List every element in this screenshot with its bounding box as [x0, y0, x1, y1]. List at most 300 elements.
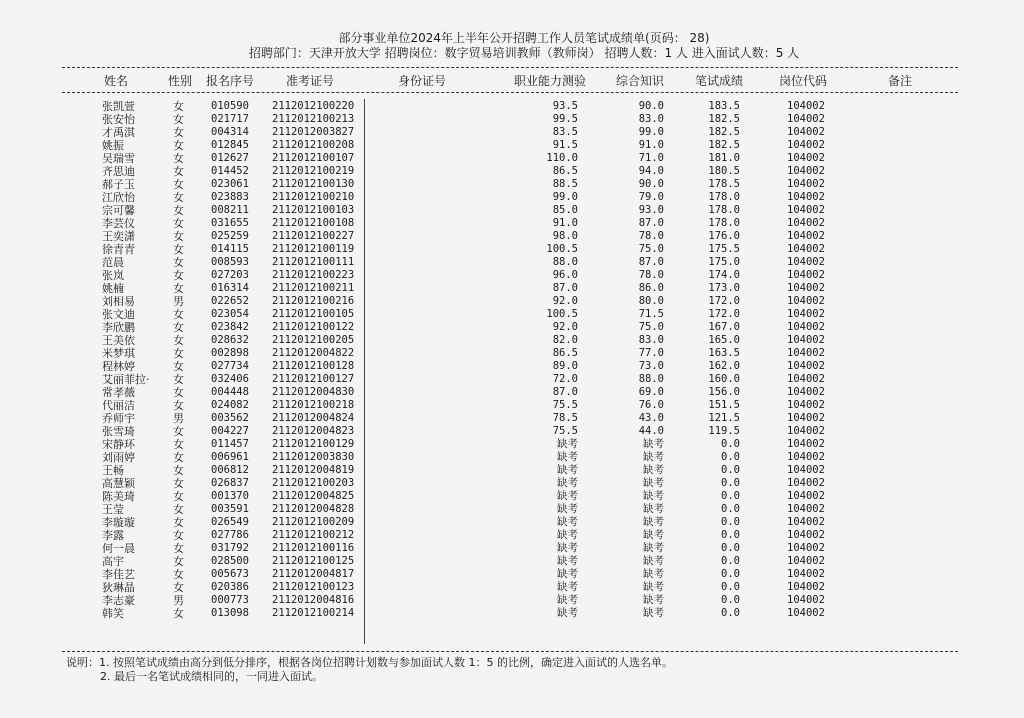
col-header-sex: 性别 [168, 74, 193, 88]
cell-total: 183.5 [708, 100, 740, 112]
cell-total: 0.0 [721, 607, 740, 619]
cell-seq: 003591 [211, 503, 249, 515]
cell-ability: 98.0 [552, 230, 578, 242]
table-row [0, 451, 1024, 464]
cell-total: 0.0 [721, 451, 740, 463]
cell-knowledge: 44.0 [638, 425, 664, 437]
cell-code: 104002 [787, 334, 825, 346]
cell-sex: 女 [173, 165, 184, 178]
cell-knowledge: 缺考 [643, 555, 664, 567]
note-line-2: 2. 最后一名笔试成绩相同的，一同进入面试。 [100, 670, 323, 683]
cell-seq: 032406 [211, 373, 249, 385]
cell-name: 程林婷 [102, 360, 135, 373]
cell-ability: 缺考 [557, 568, 578, 580]
cell-knowledge: 缺考 [643, 503, 664, 515]
cell-code: 104002 [787, 139, 825, 151]
table-row [0, 139, 1024, 152]
cell-ability: 缺考 [557, 490, 578, 502]
cell-knowledge: 90.0 [638, 178, 664, 190]
cell-code: 104002 [787, 451, 825, 463]
table-row [0, 594, 1024, 607]
cell-sex: 女 [173, 490, 184, 503]
cell-ability: 93.5 [552, 100, 578, 112]
cell-name: 李志豪 [102, 594, 135, 607]
cell-name: 高慧颖 [102, 477, 135, 490]
cell-sex: 女 [173, 256, 184, 269]
cell-seq: 031792 [211, 542, 249, 554]
cell-admission: 2112012100203 [272, 477, 355, 489]
cell-seq: 031655 [211, 217, 249, 229]
cell-code: 104002 [787, 230, 825, 242]
cell-sex: 男 [173, 295, 184, 308]
cell-ability: 87.0 [552, 282, 578, 294]
cell-ability: 99.0 [552, 191, 578, 203]
cell-name: 宋静环 [102, 438, 135, 451]
cell-seq: 000773 [211, 594, 249, 606]
table-row [0, 347, 1024, 360]
table-row [0, 295, 1024, 308]
cell-name: 姚振 [102, 139, 124, 152]
cell-total: 172.0 [708, 295, 740, 307]
cell-knowledge: 69.0 [638, 386, 664, 398]
cell-admission: 2112012100213 [272, 113, 355, 125]
cell-seq: 027786 [211, 529, 249, 541]
cell-seq: 023054 [211, 308, 249, 320]
cell-seq: 025259 [211, 230, 249, 242]
cell-ability: 86.5 [552, 347, 578, 359]
cell-code: 104002 [787, 243, 825, 255]
cell-name: 李佳艺 [102, 568, 135, 581]
top-rule [62, 67, 958, 68]
cell-sex: 女 [173, 581, 184, 594]
table-row [0, 490, 1024, 503]
cell-seq: 027203 [211, 269, 249, 281]
cell-knowledge: 83.0 [638, 113, 664, 125]
table-row [0, 516, 1024, 529]
table-row [0, 113, 1024, 126]
cell-admission: 2112012100116 [272, 542, 355, 554]
cell-admission: 2112012100227 [272, 230, 355, 242]
cell-code: 104002 [787, 568, 825, 580]
cell-seq: 010590 [211, 100, 249, 112]
cell-ability: 100.5 [546, 243, 578, 255]
cell-ability: 110.0 [546, 152, 578, 164]
cell-code: 104002 [787, 165, 825, 177]
cell-seq: 013098 [211, 607, 249, 619]
cell-admission: 2112012004825 [272, 490, 355, 502]
table-row [0, 100, 1024, 113]
cell-ability: 缺考 [557, 594, 578, 606]
cell-admission: 2112012100211 [272, 282, 355, 294]
cell-admission: 2112012004824 [272, 412, 355, 424]
cell-code: 104002 [787, 204, 825, 216]
cell-total: 0.0 [721, 581, 740, 593]
cell-sex: 女 [173, 555, 184, 568]
cell-total: 178.0 [708, 191, 740, 203]
table-row [0, 581, 1024, 594]
table-row [0, 321, 1024, 334]
cell-name: 李璇璇 [102, 516, 135, 529]
cell-seq: 001370 [211, 490, 249, 502]
cell-knowledge: 87.0 [638, 256, 664, 268]
cell-code: 104002 [787, 503, 825, 515]
cell-code: 104002 [787, 412, 825, 424]
cell-admission: 2112012100220 [272, 100, 355, 112]
cell-ability: 缺考 [557, 516, 578, 528]
cell-seq: 026549 [211, 516, 249, 528]
cell-sex: 女 [173, 139, 184, 152]
cell-name: 陈美琦 [102, 490, 135, 503]
cell-admission: 2112012100105 [272, 308, 355, 320]
cell-admission: 2112012004817 [272, 568, 355, 580]
cell-seq: 006812 [211, 464, 249, 476]
cell-total: 0.0 [721, 438, 740, 450]
cell-knowledge: 缺考 [643, 477, 664, 489]
cell-knowledge: 76.0 [638, 399, 664, 411]
cell-seq: 027734 [211, 360, 249, 372]
cell-code: 104002 [787, 516, 825, 528]
cell-ability: 88.5 [552, 178, 578, 190]
cell-ability: 100.5 [546, 308, 578, 320]
cell-ability: 缺考 [557, 542, 578, 554]
cell-admission: 2112012004828 [272, 503, 355, 515]
table-row [0, 308, 1024, 321]
cell-code: 104002 [787, 425, 825, 437]
cell-sex: 女 [173, 217, 184, 230]
table-row [0, 360, 1024, 373]
cell-sex: 女 [173, 321, 184, 334]
cell-knowledge: 缺考 [643, 581, 664, 593]
cell-seq: 020386 [211, 581, 249, 593]
cell-ability: 91.5 [552, 139, 578, 151]
cell-ability: 85.0 [552, 204, 578, 216]
cell-knowledge: 缺考 [643, 451, 664, 463]
cell-knowledge: 71.5 [638, 308, 664, 320]
cell-knowledge: 缺考 [643, 529, 664, 541]
cell-name: 李露 [102, 529, 124, 542]
cell-total: 0.0 [721, 568, 740, 580]
cell-admission: 2112012100129 [272, 438, 355, 450]
cell-admission: 2112012004816 [272, 594, 355, 606]
cell-admission: 2112012100111 [272, 256, 355, 268]
cell-seq: 005673 [211, 568, 249, 580]
page-subtitle: 招聘部门：天津开放大学 招聘岗位：数字贸易培训教师（教师岗） 招聘人数：1 人 进入面试人数：5 人 [248, 46, 800, 60]
col-header-admission: 准考证号 [286, 74, 335, 88]
cell-admission: 2112012100108 [272, 217, 355, 229]
cell-total: 180.5 [708, 165, 740, 177]
cell-name: 刘相易 [102, 295, 135, 308]
cell-total: 172.0 [708, 308, 740, 320]
cell-name: 张雪琦 [102, 425, 135, 438]
cell-code: 104002 [787, 269, 825, 281]
cell-sex: 女 [173, 360, 184, 373]
cell-total: 0.0 [721, 529, 740, 541]
cell-total: 165.0 [708, 334, 740, 346]
cell-total: 182.5 [708, 139, 740, 151]
cell-sex: 女 [173, 451, 184, 464]
cell-admission: 2112012004830 [272, 386, 355, 398]
cell-name: 米梦琪 [102, 347, 135, 360]
col-header-name: 姓名 [104, 74, 129, 88]
cell-sex: 女 [173, 386, 184, 399]
cell-name: 艾丽菲拉· [102, 373, 150, 386]
cell-seq: 023842 [211, 321, 249, 333]
cell-code: 104002 [787, 152, 825, 164]
cell-admission: 2112012100223 [272, 269, 355, 281]
cell-name: 高宇 [102, 555, 124, 568]
cell-sex: 女 [173, 126, 184, 139]
cell-knowledge: 83.0 [638, 334, 664, 346]
cell-seq: 023061 [211, 178, 249, 190]
cell-code: 104002 [787, 438, 825, 450]
cell-admission: 2112012100123 [272, 581, 355, 593]
cell-total: 0.0 [721, 542, 740, 554]
cell-total: 0.0 [721, 503, 740, 515]
cell-knowledge: 88.0 [638, 373, 664, 385]
cell-ability: 缺考 [557, 438, 578, 450]
table-row [0, 386, 1024, 399]
cell-admission: 2112012100218 [272, 399, 355, 411]
cell-knowledge: 80.0 [638, 295, 664, 307]
cell-knowledge: 缺考 [643, 607, 664, 619]
cell-total: 151.5 [708, 399, 740, 411]
table-row [0, 256, 1024, 269]
cell-total: 160.0 [708, 373, 740, 385]
cell-knowledge: 93.0 [638, 204, 664, 216]
cell-seq: 012627 [211, 152, 249, 164]
cell-ability: 72.0 [552, 373, 578, 385]
cell-total: 121.5 [708, 412, 740, 424]
table-row [0, 191, 1024, 204]
table-row [0, 503, 1024, 516]
bottom-rule [62, 651, 958, 652]
cell-admission: 2112012100103 [272, 204, 355, 216]
cell-total: 167.0 [708, 321, 740, 333]
cell-name: 韩笑 [102, 607, 124, 620]
cell-seq: 023883 [211, 191, 249, 203]
cell-total: 0.0 [721, 490, 740, 502]
col-header-seq: 报名序号 [206, 74, 255, 88]
cell-admission: 2112012003830 [272, 451, 355, 463]
cell-code: 104002 [787, 282, 825, 294]
table-row [0, 412, 1024, 425]
cell-sex: 女 [173, 334, 184, 347]
table-row [0, 165, 1024, 178]
cell-total: 0.0 [721, 555, 740, 567]
cell-seq: 008211 [211, 204, 249, 216]
cell-knowledge: 78.0 [638, 269, 664, 281]
cell-sex: 女 [173, 516, 184, 529]
cell-ability: 缺考 [557, 581, 578, 593]
cell-sex: 男 [173, 594, 184, 607]
cell-ability: 缺考 [557, 464, 578, 476]
cell-total: 156.0 [708, 386, 740, 398]
col-header-idcard: 身份证号 [398, 74, 447, 88]
cell-total: 0.0 [721, 516, 740, 528]
cell-admission: 2112012100119 [272, 243, 355, 255]
cell-admission: 2112012003827 [272, 126, 355, 138]
col-header-code: 岗位代码 [779, 74, 828, 88]
cell-ability: 75.5 [552, 399, 578, 411]
cell-name: 姚楠 [102, 282, 124, 295]
cell-ability: 87.0 [552, 386, 578, 398]
cell-seq: 002898 [211, 347, 249, 359]
cell-name: 郝子玉 [102, 178, 135, 191]
cell-total: 162.0 [708, 360, 740, 372]
cell-admission: 2112012100107 [272, 152, 355, 164]
cell-total: 163.5 [708, 347, 740, 359]
table-row [0, 178, 1024, 191]
cell-total: 182.5 [708, 126, 740, 138]
cell-code: 104002 [787, 542, 825, 554]
table-row [0, 568, 1024, 581]
cell-name: 代丽洁 [102, 399, 135, 412]
cell-code: 104002 [787, 373, 825, 385]
cell-name: 常孝薇 [102, 386, 135, 399]
cell-admission: 2112012100128 [272, 360, 355, 372]
table-row [0, 464, 1024, 477]
cell-name: 刘雨婷 [102, 451, 135, 464]
cell-sex: 女 [173, 152, 184, 165]
cell-name: 江欣怡 [102, 191, 135, 204]
cell-seq: 014452 [211, 165, 249, 177]
cell-code: 104002 [787, 191, 825, 203]
cell-knowledge: 77.0 [638, 347, 664, 359]
cell-ability: 缺考 [557, 607, 578, 619]
cell-code: 104002 [787, 217, 825, 229]
cell-seq: 021717 [211, 113, 249, 125]
cell-sex: 女 [173, 230, 184, 243]
header-rule [62, 92, 958, 93]
table-row [0, 373, 1024, 386]
cell-admission: 2112012100127 [272, 373, 355, 385]
cell-sex: 女 [173, 529, 184, 542]
cell-sex: 女 [173, 100, 184, 113]
cell-sex: 女 [173, 347, 184, 360]
cell-name: 李欣鹏 [102, 321, 135, 334]
cell-name: 范晨 [102, 256, 124, 269]
cell-sex: 女 [173, 282, 184, 295]
cell-sex: 女 [173, 243, 184, 256]
cell-sex: 女 [173, 477, 184, 490]
table-row [0, 529, 1024, 542]
page-title: 部分事业单位2024年上半年公开招聘工作人员笔试成绩单(页码： 28) [338, 31, 710, 45]
cell-knowledge: 缺考 [643, 542, 664, 554]
cell-knowledge: 缺考 [643, 516, 664, 528]
table-row [0, 126, 1024, 139]
cell-total: 0.0 [721, 464, 740, 476]
cell-ability: 82.0 [552, 334, 578, 346]
cell-seq: 012845 [211, 139, 249, 151]
cell-knowledge: 缺考 [643, 438, 664, 450]
cell-total: 175.0 [708, 256, 740, 268]
cell-code: 104002 [787, 477, 825, 489]
cell-ability: 88.0 [552, 256, 578, 268]
cell-name: 张岚 [102, 269, 124, 282]
cell-admission: 2112012004819 [272, 464, 355, 476]
cell-seq: 004448 [211, 386, 249, 398]
cell-code: 104002 [787, 555, 825, 567]
cell-total: 119.5 [708, 425, 740, 437]
cell-total: 178.0 [708, 204, 740, 216]
cell-knowledge: 71.0 [638, 152, 664, 164]
cell-admission: 2112012100130 [272, 178, 355, 190]
cell-code: 104002 [787, 100, 825, 112]
table-row [0, 334, 1024, 347]
cell-code: 104002 [787, 594, 825, 606]
cell-sex: 女 [173, 308, 184, 321]
cell-total: 178.0 [708, 217, 740, 229]
table-row [0, 542, 1024, 555]
cell-ability: 96.0 [552, 269, 578, 281]
cell-knowledge: 99.0 [638, 126, 664, 138]
note-line-1: 说明：1. 按照笔试成绩由高分到低分排序，根据各岗位招聘计划数与参加面试人数 1：5 的比例，确定进入面试的人选名单。 [66, 656, 673, 669]
cell-name: 王莹 [102, 503, 124, 516]
cell-knowledge: 75.0 [638, 321, 664, 333]
cell-sex: 男 [173, 412, 184, 425]
table-row [0, 399, 1024, 412]
cell-total: 176.0 [708, 230, 740, 242]
cell-knowledge: 75.0 [638, 243, 664, 255]
cell-seq: 004314 [211, 126, 249, 138]
cell-knowledge: 87.0 [638, 217, 664, 229]
cell-name: 何一晨 [102, 542, 135, 555]
cell-name: 张文迪 [102, 308, 135, 321]
cell-admission: 2112012100216 [272, 295, 355, 307]
cell-total: 173.0 [708, 282, 740, 294]
cell-code: 104002 [787, 490, 825, 502]
cell-code: 104002 [787, 308, 825, 320]
cell-code: 104002 [787, 126, 825, 138]
cell-ability: 92.0 [552, 321, 578, 333]
cell-code: 104002 [787, 464, 825, 476]
cell-code: 104002 [787, 347, 825, 359]
cell-admission: 2112012004823 [272, 425, 355, 437]
cell-name: 王奕潇 [102, 230, 135, 243]
cell-code: 104002 [787, 178, 825, 190]
table-row [0, 282, 1024, 295]
cell-admission: 2112012100219 [272, 165, 355, 177]
table-row [0, 477, 1024, 490]
cell-seq: 006961 [211, 451, 249, 463]
cell-sex: 女 [173, 399, 184, 412]
cell-sex: 女 [173, 178, 184, 191]
cell-knowledge: 78.0 [638, 230, 664, 242]
cell-sex: 女 [173, 568, 184, 581]
cell-ability: 78.5 [552, 412, 578, 424]
table-row [0, 204, 1024, 217]
cell-seq: 016314 [211, 282, 249, 294]
cell-ability: 99.5 [552, 113, 578, 125]
table-row [0, 243, 1024, 256]
cell-seq: 008593 [211, 256, 249, 268]
table-row [0, 555, 1024, 568]
cell-code: 104002 [787, 529, 825, 541]
table-row [0, 607, 1024, 620]
cell-ability: 92.0 [552, 295, 578, 307]
cell-total: 181.0 [708, 152, 740, 164]
cell-name: 张凯萱 [102, 100, 135, 113]
cell-ability: 91.0 [552, 217, 578, 229]
cell-ability: 75.5 [552, 425, 578, 437]
cell-knowledge: 缺考 [643, 594, 664, 606]
cell-admission: 2112012100212 [272, 529, 355, 541]
cell-ability: 89.0 [552, 360, 578, 372]
cell-name: 齐思迪 [102, 165, 135, 178]
table-row [0, 438, 1024, 451]
cell-admission: 2112012100209 [272, 516, 355, 528]
cell-total: 0.0 [721, 594, 740, 606]
